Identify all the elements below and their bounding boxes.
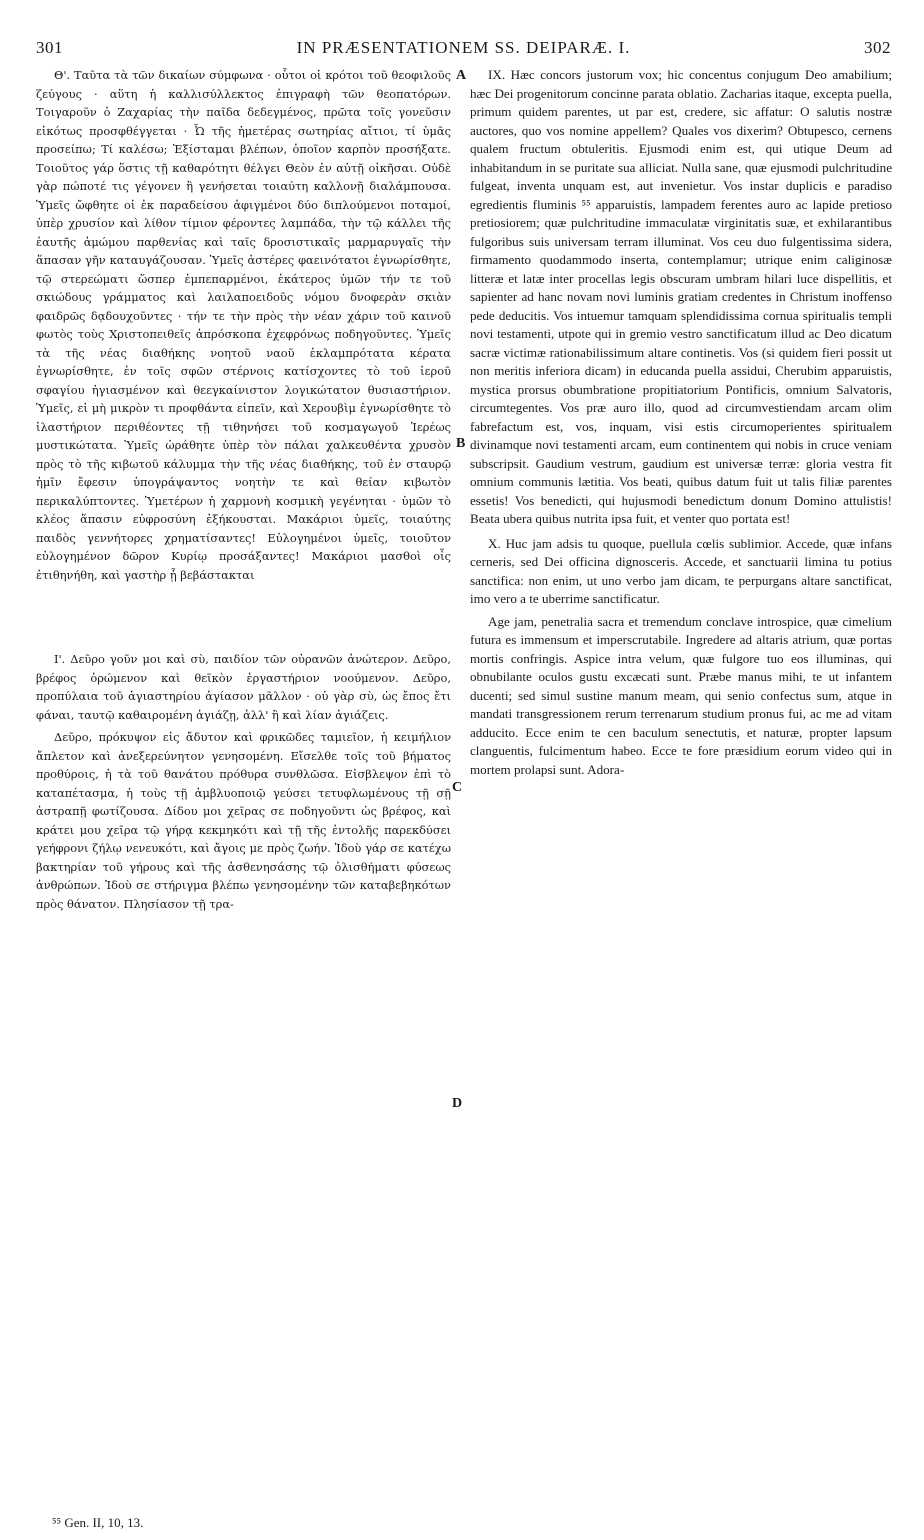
- greek-section-9: Θ'. Ταῦτα τὰ τῶν δικαίων σύμφωνα · οὗτοι οἱ κρότοι τοῦ θεοφιλοῦς ζεύγους · αὕτη ἡ καλλισύλλεκτος ἐπιγραφὴ τῶν θεοπατόρων. Τοιγαροῦν ὁ Ζαχαρίας τὴν παῖδα δεδεγμένος, πρῶτα τοῖς γονεῦσιν εἰκότως προσφθέγγεται · Ὦ τῆς ἡμετέρας σωτηρίας αἴτιοι, τί ὑμᾶς προσείπω; Τί καλέσω; Ἐξίσταμαι βλέπων, ὁποῖον καρπὸν προσήξατε. Τοιοῦτος γάρ ὅστις τῇ καθαρότητι θέλγει Θεὸν ἐν αὐτῇ οἰκῆσαι. Οὐδὲ γὰρ πώποτέ τις γέγονεν ἢ γενήσεται τοιαύτη καλλονῇ διαλάμπουσα. Ὑμεῖς ὤφθητε οἱ ἐκ παραδείσου ἀφιγμένοι δύο διπλούμενοι ποταμοί, ὑπὲρ χρυσίον καὶ λίθον τίμιον φέροντες λαμπάδα, τὴν τῷ κάλλει τῆς ἑαυτῆς ἀμώμου παρθενίας καὶ ταῖς δροσιστικαῖς μαρμαρυγαῖς τὴν ἅπασαν γῆν καταυγάζουσαν. Ὑμεῖς ἀστέρες φαεινότατοι ἐγνωρίσθητε, τῷ στερεώματι ὥσπερ ἐμπεπαρμένοι, ἑκάτερος ὑμῶν τήν τε τοῦ σκιώδους γράμματος καὶ λαιλαποειδοῦς νόμου δνοφερὰν σκιὰν φαιδρῶς δᾳδουχοῦντες · τήν τε τὴν πρὸς τὴν νέαν χάριν τοῦ καινοῦ φωτὸς τοὺς Χριστοπειθεῖς ἀπρόσκοπα ἐχεφρόνως ποδηγοῦντες. Ὑμεῖς τὰ τῆς νέας διαθήκης νοητοῦ ναοῦ ἐκλαμπρότατα κέρατα ἐγνωρίσθητε, ἐν τοῖς σφῶν στέρνοις κατίσχοντες τὸ τοῦ ἱεροῦ σφαγίου ἡγιασμένον καὶ θεεγκαίνιστον λογικώτατον θυσιαστήριον. Ὑμεῖς, εἰ μὴ μικρὸν τι προφθάντα εἰπεῖν, καὶ Χερουβὶμ ἐγνωρίσθητε τὸ ἱλαστήριον περιθέοντες τῇ τιθηνήσει τοῦ κοσμαγωγοῦ Ἱερέως μυστικώτατα. Ὑμεῖς ὠράθητε ὑπὲρ τὸν πάλαι χαλκευθέντα χρυσὸν πρὸς τὸ τῆς κιβωτοῦ κάλυμμα τὴν τῆς νέας διαθήκης, τοῦ ἐν σταυρῷ ἡμῖν ἔφεσιν ὑπογράψαντος νοητὴν τε καὶ θείαν κιβωτὸν περικαλύπτοντες. Ὑμετέρων ἡ χαρμονὴ κοσμικὴ γεγένηται · ὑμῶν τὸ κλέος ἅπασιν εὐφροσύνη ἐξήκουσται. Μακάριοι ὑμεῖς, τοιαύτης παιδὸς γεννήτορες χρηματίσαντες! Εὐλογημένοι ὑμεῖς, τοιοῦτον εὐλογημένον δῶρον Κυρίῳ προσάξαντες! Μακάριοι μασθοὶ οἷς ἐτιθηνήθη, καὶ γαστὴρ ᾗ βεβάστακται: [36, 68, 451, 582]
- running-header: [36, 38, 891, 60]
- latin-section-9: IX. Hæc concors justorum vox; hic concentus conjugum Deo amabilium; hæc Dei progenitorum concinne parata oblatio. Zacharias itaque, excepta puella, primum quidem parentes, ut par est, credere, sic affatur: O salutis nostræ auctores, quo vos nomine appellem? Quales vos dixerim? Obtupesco, cernens qualem fructum obtuleritis. Ejusmodi enim est, qui utique Deum ad inhabitandum in se puritate sua alliciat. Nulla sane, quæ ejusmodi pulchritudine fulgeat, inventa unquam est, aut invenietur. Vos instar duplicis e paradiso egredientis fluminis ⁵⁵ apparuistis, lampadem ferentes auro ac lapide pretioso pretiosiorem; quæ pulchritudine immaculatæ virginitatis suæ, et exhilarantibus fulgoribus suis universam terram illuminat. Vos ceu duo fulgentissima sidera, firmamento quodammodo inserta, contemplamur; utrique enim caliginosæ litteræ et latæ inter procellas legis obscuram umbram hilari luce dispellitis, et sapienter ad hanc novam novi luminis gratiam credentes in Christum inoffenso pede deducitis. Vos intuemur tamquam splendidissima cornua spiritualis templi novi testamenti, utpote qui in gremio vestro sanctificatum illud ac Deo dicatum sacræ victimæ rationabilissimum altare continetis. Vos (si quidem fieri possit ut non meritis inferiora dicam) in educanda puella assidui, Cherubim apparuistis, mystica prorsus obumbratione propitiatorium Pontificis, omnium Salvatoris, circumtegentes. Vos præ auro illo, quod ad circumvestiendam arcam olim fabrefactum est, vos, inquam, visi estis circumoperientes spiritualem divinamque novi testamenti arcam, eum continentem qui nobis in cruce veniam subscripsit. Gaudium vestrum, gaudium est universæ terræ: gloria vestra fit omnium communis lætitia. Vos beati, quibus datum fuit ut talis filiæ parentes essetis! Vos benedicti, qui hujusmodi benedictum donum Domino attulistis! Beata ubera quibus nutrita ipsa fuit, et venter quo portata est!: [470, 67, 892, 526]
- margin-marker-d: D: [452, 1096, 463, 1111]
- margin-marker-b: B: [456, 436, 466, 451]
- page-number-left: 301: [36, 38, 63, 57]
- margin-marker-a: A: [456, 68, 467, 83]
- page-number-right: 302: [864, 38, 891, 57]
- latin-paragraph: Age jam, penetralia sacra et tremendum conclave introspice, quæ cimelium futura es immensum et imperscrutabile. Ingredere ad altaris atrium, quæ portas mortis confringis. Aspice intra velum, quæ fulgore tuo eos illuminas, qui obnubilante oculos gustu excæcati sunt. Præbe manus mihi, te ut infantem ducenti; sed simul sustine manum meam, qui senio confectus sum, atque in mandati transgressionem rerum terrenarum studium pronus fui, ac me ad vitam adducito. Ecce enim te cen baculum senectutis, et naturæ, propter lapsum clanguentis, fulcimentum habeo. Ecce te fore præsidium eorum video qui in mortem prolapsi sunt. Adora-: [470, 613, 892, 777]
- greek-section-10: Ι'. Δεῦρο γοῦν μοι καὶ σὺ, παιδίον τῶν οὐρανῶν ἀνώτερον. Δεῦρο, βρέφος ὁρώμενον καὶ θεῖκὸν ἐργαστήριον νοούμενον. Δεῦρο, προπύλαια τοῦ ἁγιαστηρίου ἁγίασον μᾶλλον · οὐ γὰρ σὺ, ὡς ἔπος ἔτι φάναι, ταυτῷ καθαιρομένη ἁγιάζῃ, ἀλλ' ἢ καὶ λίαν ἁγιάζεις.: [36, 652, 451, 722]
- latin-section-10: X. Huc jam adsis tu quoque, puellula cœlis sublimior. Accede, quæ infans cerneris, sed Dei officina dignosceris. Accede, et sanctuarii limina tu potius sanctifica: non enim, ut uno verbo jam dicam, te perpurgans altare sanctificat, imo vero a te uberrime sanctificatur.: [470, 535, 892, 606]
- greek-paragraph: Δεῦρο, πρόκυψον εἰς ἄδυτον καὶ φρικῶδες ταμιεῖον, ἡ κειμήλιον ἄπλετον καὶ ἀνεξερεύνητον γενησομένη. Εἴσελθε τοῖς τοῦ βήματος προθύροις, ἡ τὰ τοῦ θανάτου πρόθυρα συνθλῶσα. Εἰσβλεψον ἐπὶ τὸ καταπέτασμα, ἡ τοὺς τῇ ἀμβλυοποιῷ γεύσει τετυφλωμένους τῇ σῇ ἀστραπῇ φωτίζουσα. Δίδου μοι χεῖρας σε ποδηγοῦντι ὡς βρέφος, καὶ κράτει μου χεῖρα τῷ γήρᾳ κεκμηκότι καὶ τῇ τῆς ἐντολῆς παρεκδύσει γεήφρονι ζήλῳ νενευκότι, καὶ ἄγοις με πρὸς ζωήν. Ἰδοὺ γάρ σε κατέχω βακτηρίαν τοῦ γήρους καὶ τῆς ἀσθενησάσης τῷ ὀλισθήματι φύσεως ἀνθρώπων. Ἰδοὺ σε στήριγμα βλέπω γενησομένην τῶν καταβεβηκότων πρὸς θάνατον. Πλησίασον τῇ τρα-: [36, 730, 451, 911]
- greek-column: [36, 66, 451, 913]
- running-title: IN PRÆSENTATIONEM SS. DEIPARÆ. I.: [296, 38, 631, 57]
- footnote: ⁵⁵ Gen. II, 10, 13.: [52, 1515, 144, 1530]
- margin-marker-c: C: [452, 780, 463, 795]
- latin-column: [470, 66, 892, 779]
